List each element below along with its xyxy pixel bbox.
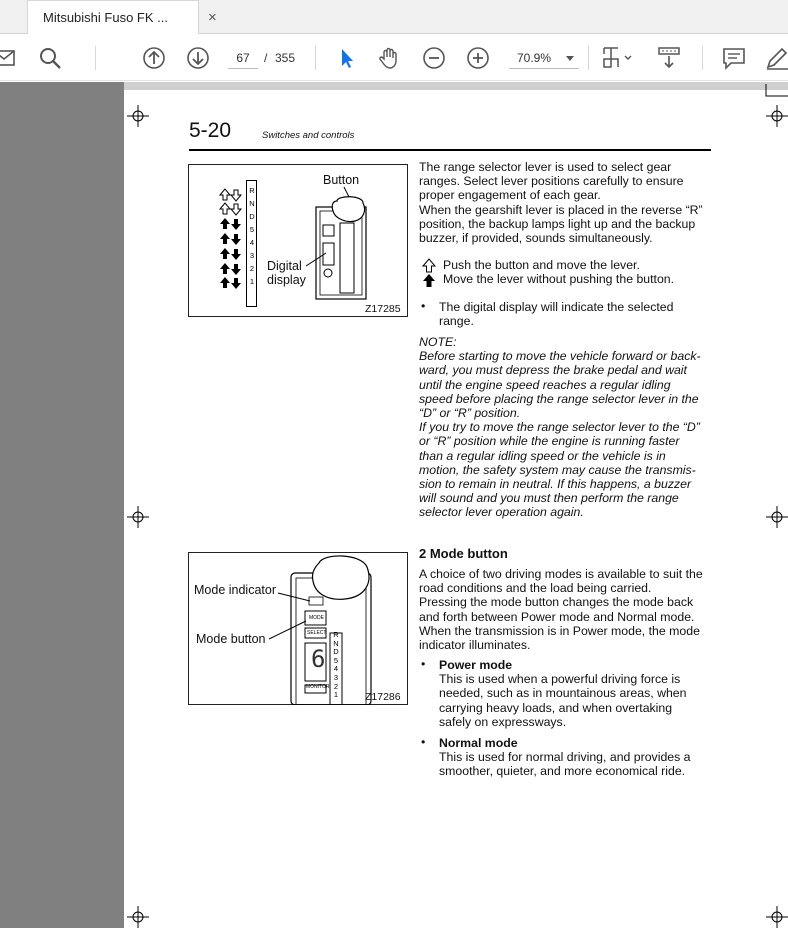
toolbar [0, 34, 788, 81]
page-total: 355 [275, 51, 296, 65]
zoom-out-icon[interactable] [421, 45, 447, 71]
crop-mark-icon [766, 105, 788, 127]
mode-heading: 2 Mode button [419, 546, 508, 561]
page-separator: / [264, 51, 268, 65]
bullet: • [421, 735, 426, 749]
prev-page-icon[interactable] [141, 45, 167, 71]
crop-mark-icon [766, 906, 788, 928]
comment-icon[interactable] [721, 45, 747, 71]
mode-text: MODE [309, 615, 324, 621]
label-digital: Digital [267, 259, 302, 273]
chevron-down-icon[interactable] [566, 56, 574, 61]
section-title: Switches and controls [262, 130, 355, 141]
bullet: • [421, 657, 426, 671]
shift-arrows-diagram [217, 185, 247, 295]
gate-letters: R N D 5 4 3 2 1 [333, 630, 339, 700]
note-paragraph: NOTE: Before starting to move the vehicle forward or back- ward, you must depress the brake pedal and wait until the engine speed reaches a regular idling speed before placing the range selector lever in the “D” or “R” position. If you try to move the range selector lever to the “D” or “R” position while the engine is running faster than a regular idling speed or the vehicle is in motion, the safety system may cause the transmis- sion to remain in neutral. If this happens, a buzzer will sound and you must then perform the range selector lever operation again. [419, 335, 701, 520]
previous-page-edge [124, 82, 788, 90]
label-mode-button: Mode button [196, 632, 266, 646]
crop-mark-icon [127, 906, 149, 928]
monitor-text: MONITOR [306, 684, 330, 690]
legend-move: Move the lever without pushing the button. [443, 272, 675, 286]
label-button: Button [323, 173, 360, 187]
crop-mark-icon [766, 506, 788, 528]
figure-range-selector [188, 164, 408, 317]
page-number-input[interactable]: 67 [228, 47, 258, 69]
zoom-select[interactable]: 70.9% [509, 47, 579, 69]
figure-mode-button [188, 552, 408, 705]
label-display: display [267, 273, 306, 287]
select-cursor-icon[interactable] [334, 45, 360, 71]
fit-page-icon[interactable] [601, 45, 635, 71]
figure-code: Z17285 [365, 303, 401, 315]
tab-title: Mitsubishi Fuso FK ... [43, 10, 168, 25]
scroll-mode-icon[interactable] [656, 45, 682, 71]
legend-push: Push the button and move the lever. [443, 258, 640, 272]
digit-display: 6 [311, 645, 326, 673]
crop-corner-icon [765, 84, 788, 98]
sign-pen-icon[interactable] [764, 45, 788, 71]
crop-mark-icon [127, 105, 149, 127]
toolbar-divider [702, 46, 703, 70]
search-icon[interactable] [37, 45, 63, 71]
figure-code: Z17286 [365, 691, 401, 703]
hand-tool-icon[interactable] [377, 45, 403, 71]
intro-paragraph: The range selector lever is used to select gear ranges. Select lever positions carefully to ensure proper engagement of each gear. When the gearshift lever is placed in the reverse “R” position, the backup lamps light up and the backup buzzer, if provided, sounds simultaneously. [419, 160, 703, 246]
bullet-display: The digital display will indicate the selected range. [439, 300, 674, 329]
normal-mode-item: Normal mode This is used for normal driving, and provides a smoother, quieter, and more economical ride. [439, 736, 691, 779]
zoom-in-icon[interactable] [465, 45, 491, 71]
document-tab[interactable] [27, 0, 199, 35]
select-text: SELECT [307, 630, 327, 636]
header-rule [189, 149, 711, 151]
mode-paragraph: A choice of two driving modes is available to suit the road conditions and the load being carried. Pressing the mode button changes the mode back and forth between Power mode and Normal mode. When the transmission is in Power mode, the mode indicator illuminates. [419, 567, 703, 653]
gate-letters: R N D 5 4 3 2 1 [249, 186, 255, 286]
toolbar-divider [588, 46, 589, 70]
toolbar-divider [95, 46, 96, 70]
power-mode-item: Power mode This is used when a powerful driving force is needed, such as in mountainous areas, when carrying heavy loads, and when overtaking safely on expressways. [439, 658, 687, 729]
toolbar-divider [315, 46, 316, 70]
mail-icon[interactable] [0, 45, 18, 71]
section-number: 5-20 [189, 119, 232, 142]
legend-arrows-icon [421, 258, 437, 290]
tab-bar [0, 0, 788, 34]
bullet: • [421, 299, 426, 313]
crop-mark-icon [127, 506, 149, 528]
label-mode-indicator: Mode indicator [194, 583, 276, 597]
next-page-icon[interactable] [185, 45, 211, 71]
lever-illustration [313, 193, 373, 301]
tab-close-icon[interactable]: × [208, 9, 217, 26]
